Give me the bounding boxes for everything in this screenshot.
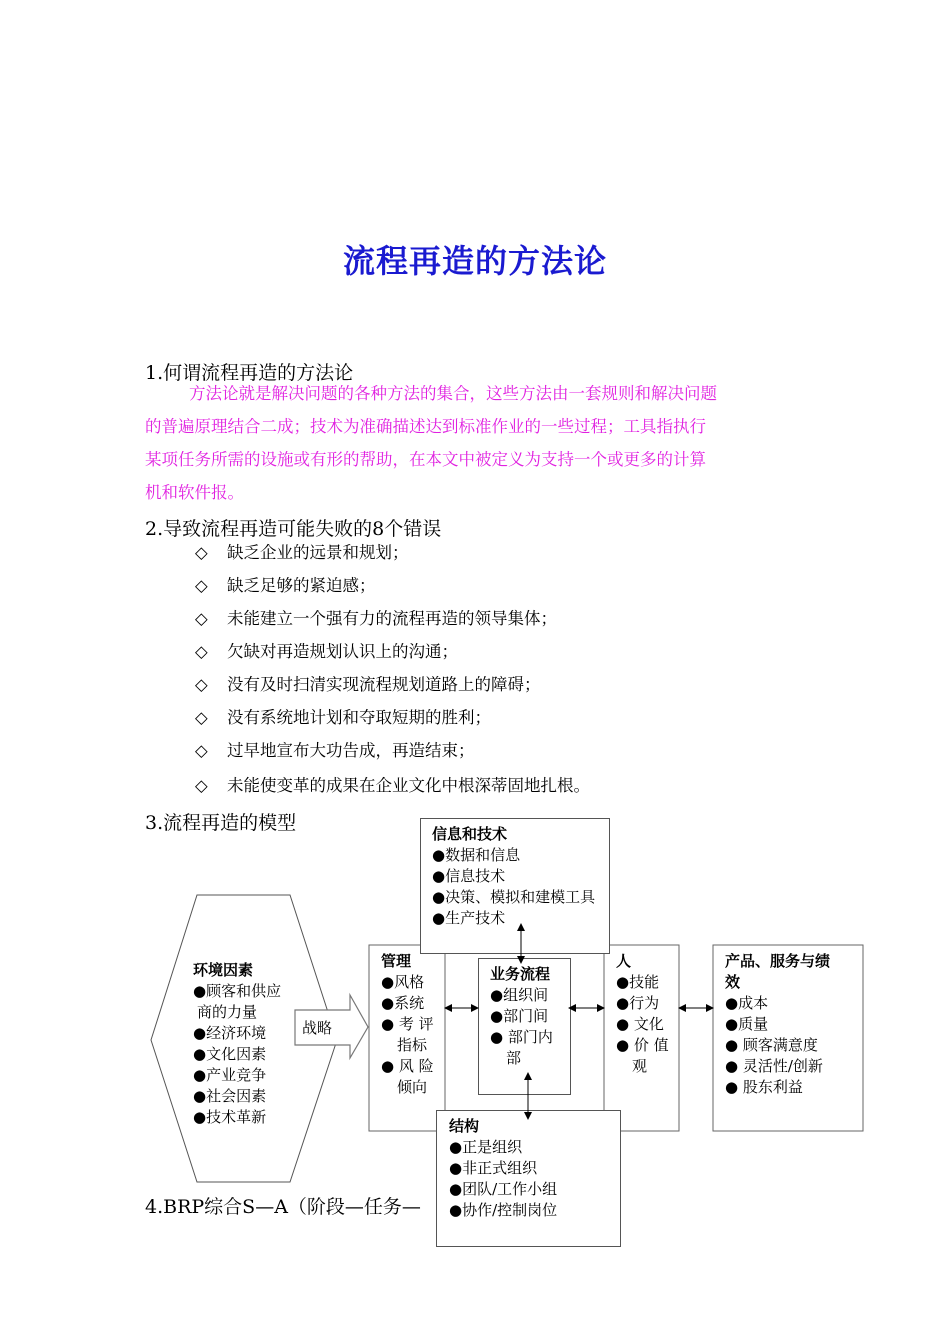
list-item: ◇ 没有系统地计划和夺取短期的胜利； <box>195 708 491 727</box>
section4-heading: 4.BRP综合S—A（阶段—任务— <box>145 1196 421 1218</box>
output: 产品、服务与绩 效 ●成本 ●质量 ● 顾客满意度 ● 灵活性/创新 ● 股东利益 <box>725 952 831 1096</box>
para-line: 方法论就是解决问题的各种方法的集合，这些方法由一套规则和解决问题 <box>189 384 717 403</box>
diamond-bullet-icon: ◇ <box>195 543 208 562</box>
para-line: 机和软件报。 <box>145 483 244 502</box>
diamond-bullet-icon: ◇ <box>195 642 208 661</box>
list-item: ◇ 过早地宣布大功告成，再造结束； <box>195 741 475 760</box>
env-title: 环境因素 <box>193 961 254 979</box>
para-line: 的普遍原理结合二成；技术为准确描述达到标准作业的一些过程；工具指执行 <box>145 417 706 436</box>
list-item: ◇ 缺乏企业的远景和规划； <box>195 543 409 562</box>
section1-heading: 1.何谓流程再造的方法论 <box>145 362 354 384</box>
para-line: 某项任务所需的设施或有形的帮助，在本文中被定义为支持一个或更多的计算 <box>145 450 706 469</box>
structure-title: 结构 <box>449 1117 480 1135</box>
env-factors: 环境因素 ●顾客和供应 商的力量 ●经济环境 ●文化因素 ●产业竞争 ●社会因素 ●技术革新 <box>193 961 282 1126</box>
output-title: 产品、服务与绩 <box>725 952 831 970</box>
section3-heading: 3.流程再造的模型 <box>145 812 297 834</box>
diamond-bullet-icon: ◇ <box>195 708 208 727</box>
list-item: ◇ 缺乏足够的紧迫感； <box>195 576 376 595</box>
list-item: ◇ 欠缺对再造规划认识上的沟通； <box>195 642 458 661</box>
structure: 结构 ●正是组织 ●非正式组织 ●团队/工作小组 ●协作/控制岗位 <box>449 1117 558 1219</box>
diamond-bullet-icon: ◇ <box>195 741 208 760</box>
diamond-bullet-icon: ◇ <box>195 776 208 795</box>
mgmt-title: 管理 <box>381 952 412 970</box>
people-title: 人 <box>616 952 632 970</box>
strategy-label: 战略 <box>302 1019 333 1037</box>
process-title: 业务流程 <box>490 965 551 983</box>
list-item: ◇ 未能建立一个强有力的流程再造的领导集体； <box>195 609 557 628</box>
diamond-bullet-icon: ◇ <box>195 675 208 694</box>
section2-heading: 2.导致流程再造可能失败的8个错误 <box>145 518 442 540</box>
business-process: 业务流程 ●组织间 ●部门间 ● 部门内 部 <box>490 965 553 1067</box>
list-item: ◇ 未能使变革的成果在企业文化中根深蒂固地扎根。 <box>195 776 590 795</box>
info-title: 信息和技术 <box>432 825 508 843</box>
list-item: ◇ 没有及时扫清实现流程规划道路上的障碍； <box>195 675 541 694</box>
diamond-bullet-icon: ◇ <box>195 609 208 628</box>
diamond-bullet-icon: ◇ <box>195 576 208 595</box>
document-title: 流程再造的方法论 <box>342 242 607 280</box>
info-tech: 信息和技术 ●数据和信息 ●信息技术 ●决策、模拟和建模工具 ●生产技术 <box>432 825 596 927</box>
management: 管理 ●风格 ●系统 ● 考 评 指标 ● 风 险 倾向 <box>381 952 434 1096</box>
people: 人 ●技能 ●行为 ● 文化 ● 价 值 观 <box>616 952 669 1075</box>
